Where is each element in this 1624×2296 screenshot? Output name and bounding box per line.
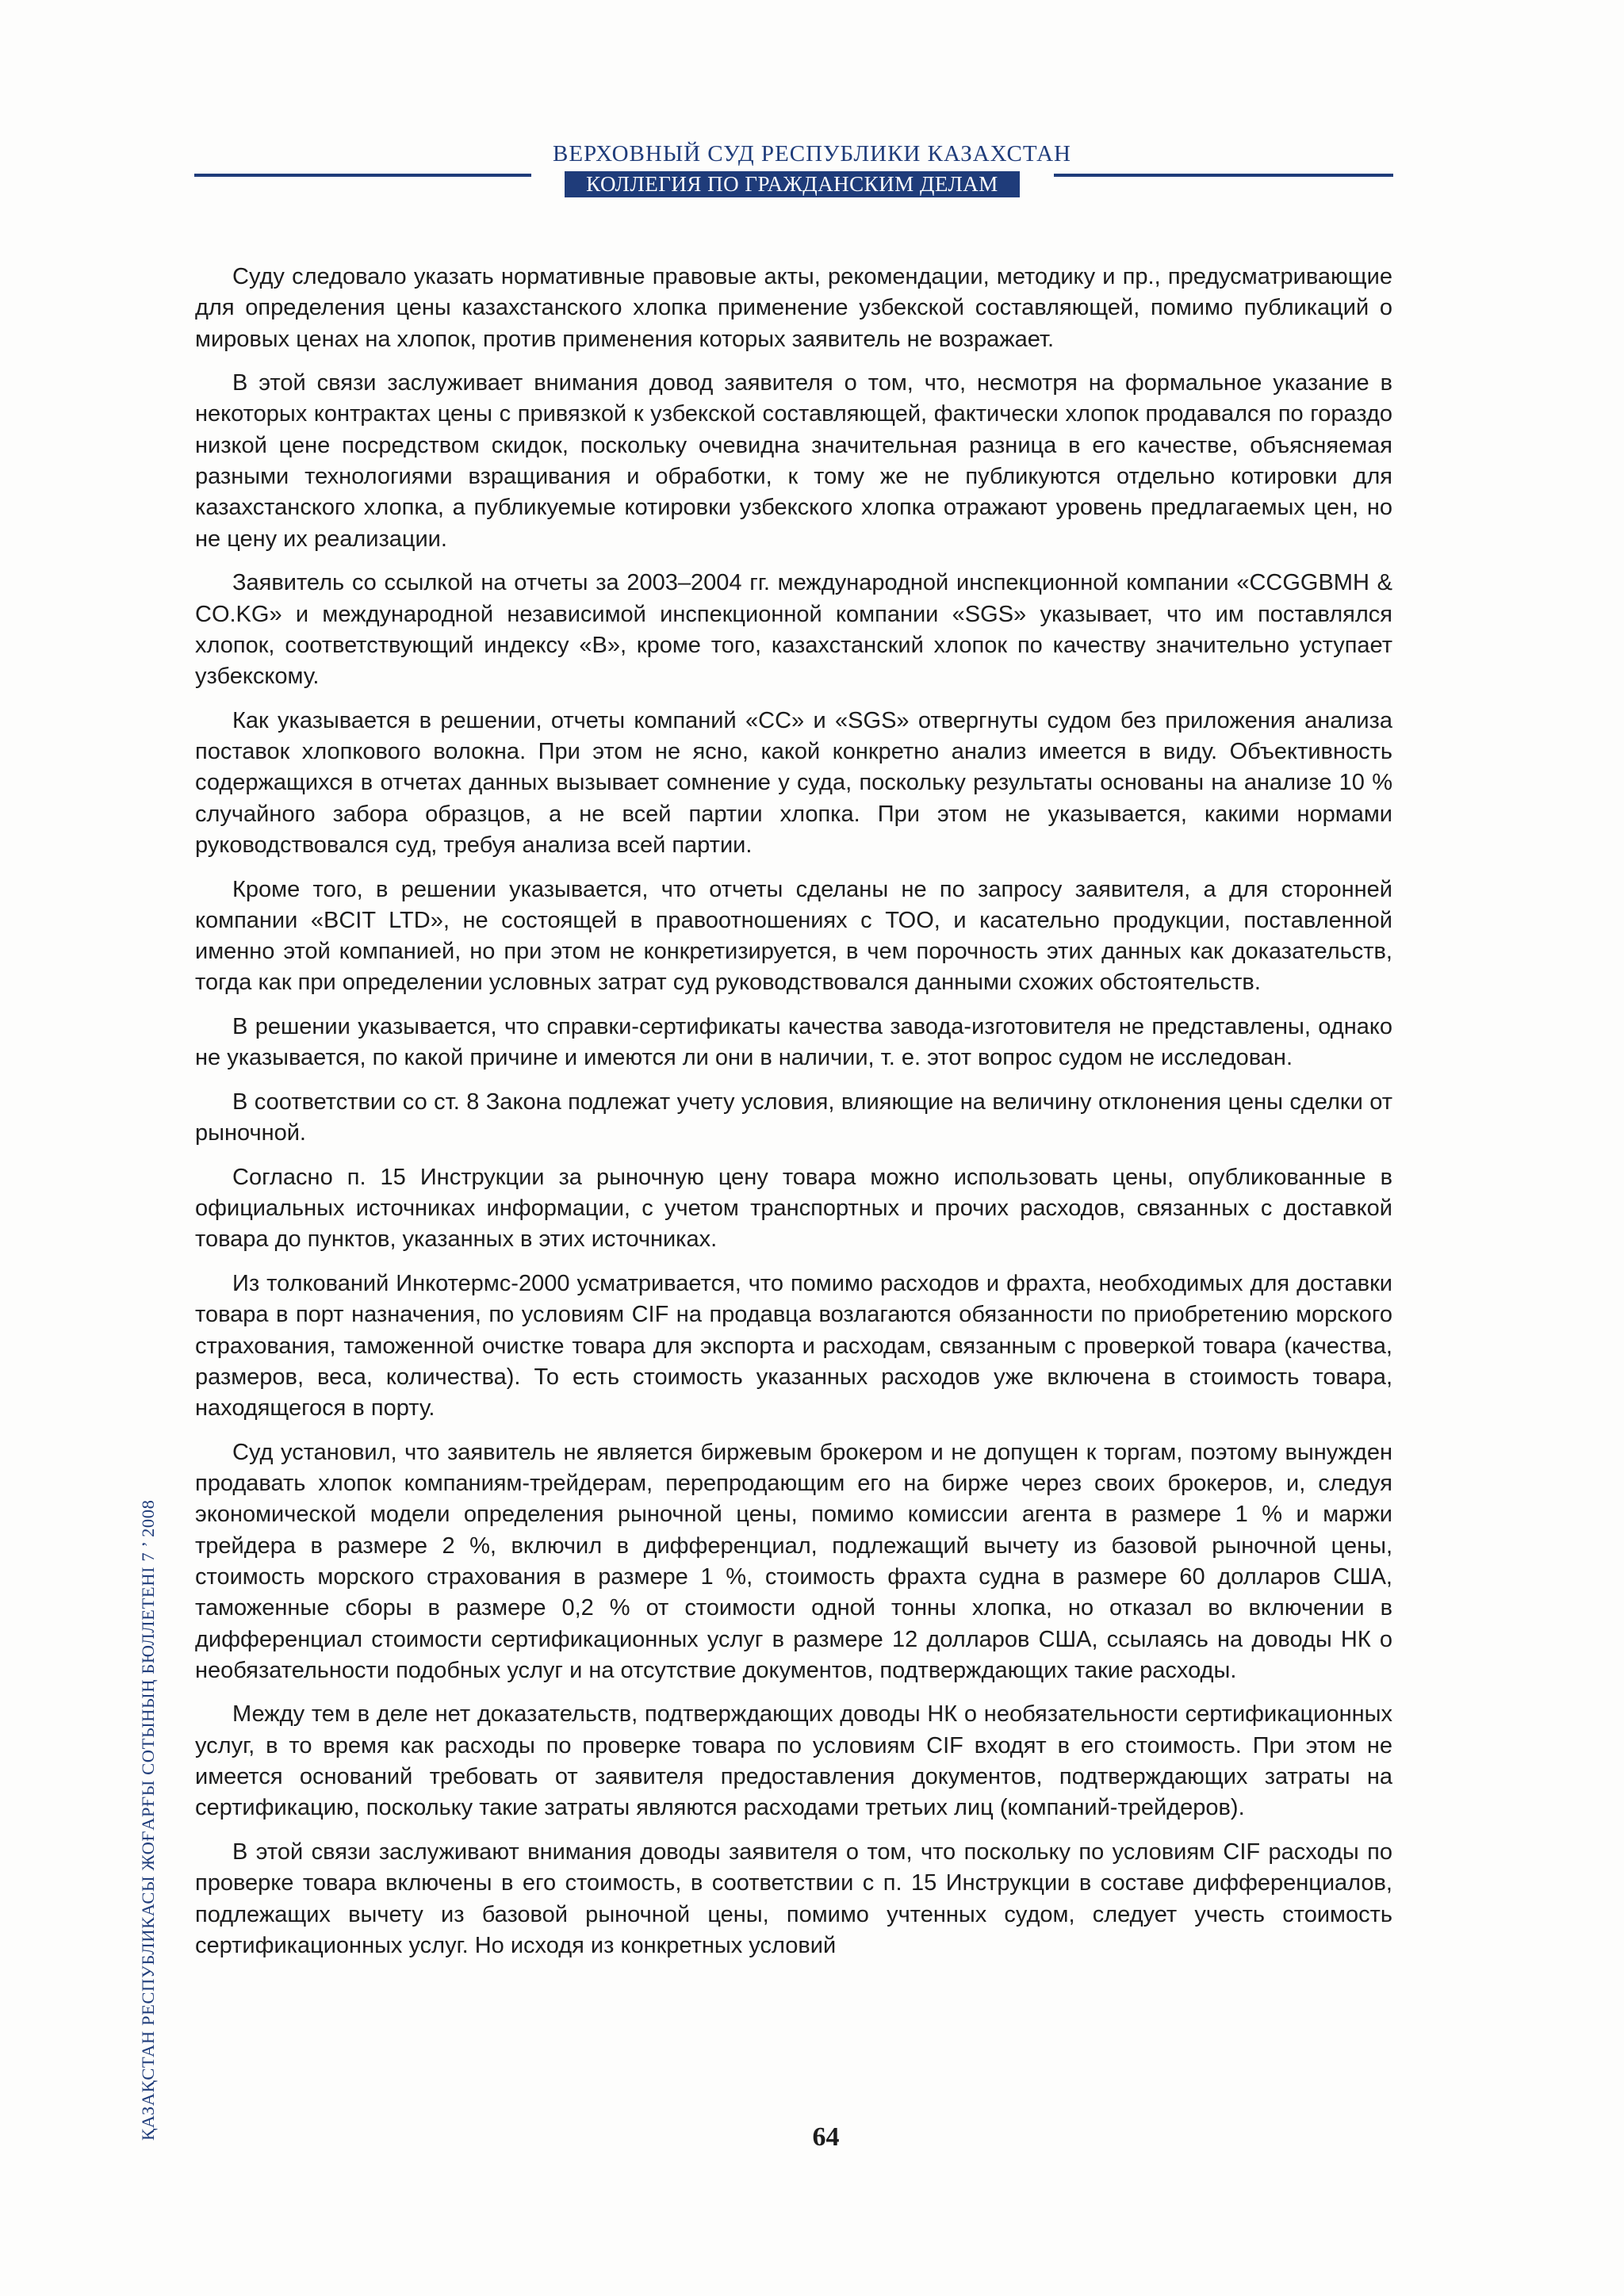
side-caption: ҚАЗАҚСТАН РЕСПУБЛИКАСЫ ЖОҒАРҒЫ СОТЫНЫҢ БЮЛЛЕТЕНІ 7 ’ 2008 bbox=[138, 1499, 158, 2141]
paragraph: Согласно п. 15 Инструкции за рыночную цену товара можно использовать цены, опубликованные в официальных источниках информации, с учетом транспортных и прочих расходов, связанных с доставкой товара до пунктов, указанных в этих источниках. bbox=[195, 1164, 1392, 1253]
paragraph: Суду следовало указать нормативные правовые акты, рекомендации, методику и пр., предусматривающие для определения цены казахстанского хлопка применение узбекской составляющей, помимо публикаций о мировых ценах на хлопок, против применения которых заявитель не возражает. bbox=[195, 264, 1392, 352]
paragraph: В решении указывается, что справки-сертификаты качества завода-изготовителя не представлены, однако не указывается, по какой причине и имеются ли они в наличии, т. е. этот вопрос судом не исследован. bbox=[195, 1014, 1392, 1071]
paragraph: Между тем в деле нет доказательств, подтверждающих доводы НК о необязательности сертификационных услуг, в то время как расходы по проверке товара по условиям CIF входят в его стоимость. При этом не имеется оснований требовать от заявителя предоставления документов, подтверждающих затраты на сертификацию, поскольку такие затраты являются расходами третьих лиц (компаний-трейдеров). bbox=[195, 1701, 1392, 1821]
body-text bbox=[195, 262, 1392, 1974]
header-rule-left bbox=[194, 174, 531, 177]
paragraph: Кроме того, в решении указывается, что отчеты сделаны не по запросу заявителя, а для сторонней компании «BCIT LTD», не состоящей в правоотношениях с ТОО, и касательно продукции, поставленной именно этой компанией, но при этом не конкретизируется, в чем порочность этих данных как доказательств, тогда как при определении условных затрат суд руководствовался данными схожих обстоятельств. bbox=[195, 876, 1392, 996]
paragraph: В соответствии со ст. 8 Закона подлежат учету условия, влияющие на величину отклонения цены сделки от рыночной. bbox=[195, 1089, 1392, 1146]
paragraph: Как указывается в решении, отчеты компаний «СС» и «SGS» отвергнуты судом без приложения анализа поставок хлопкового волокна. При этом не ясно, какой конкретно анализ имеется в виду. Объективность содержащихся в отчетах данных вызывает сомнение у суда, поскольку результаты основаны на анализе 10 % случайного забора образцов, а не всей партии хлопка. При этом не указывается, какими нормами руководствовался суд, требуя анализа всей партии. bbox=[195, 707, 1392, 858]
header-subtitle: КОЛЛЕГИЯ ПО ГРАЖДАНСКИМ ДЕЛАМ bbox=[565, 171, 1020, 197]
paragraph: В этой связи заслуживают внимания доводы заявителя о том, что поскольку по условиям CIF расходы по проверке товара включены в его стоимость, в соответствии с п. 15 Инструкции в составе дифференциалов, подлежащих вычету из базовой рыночной цены, помимо учтенных судом, следует учесть стоимость сертификационных услуг. Но исходя из конкретных условий bbox=[195, 1839, 1392, 1958]
header-rule-right bbox=[1054, 174, 1393, 177]
paragraph: Из толкований Инкотермс-2000 усматривается, что помимо расходов и фрахта, необходимых для доставки товара в порт назначения, по условиям CIF на продавца возлагаются обязанности по приобретению морского страхования, таможенной очистке товара для экспорта и расходам, связанным с проверкой товара (качества, размеров, веса, количества). То есть стоимость указанных расходов уже включена в стоимость товара, находящегося в порту. bbox=[195, 1270, 1392, 1422]
paragraph: В этой связи заслуживает внимания довод заявителя о том, что, несмотря на формальное указание в некоторых контрактах цены с привязкой к узбекской составляющей, фактически хлопок продавался по гораздо низкой цене посредством скидок, поскольку очевидна значительная разница в его качестве, объясняемая разными технологиями взращивания и обработки, к тому же не публикуются отдельно котировки для казахстанского хлопка, а публикуемые котировки узбекского хлопка отражают уровень предлагаемых цен, но не цену их реализации. bbox=[195, 370, 1392, 552]
page-number: 64 bbox=[812, 2122, 840, 2152]
paragraph: Суд установил, что заявитель не является биржевым брокером и не допущен к торгам, поэтому вынужден продавать хлопок компаниям-трейдерам, перепродающим его на бирже через своих брокеров, и, следуя экономической модели определения рыночной цены, помимо комиссии агента в размере 1 % и маржи трейдера в размере 2 %, включил в дифференциал, подлежащий вычету из базовой рыночной цены, стоимость морского страхования в размере 1 %, стоимость фрахта судна в размере 60 долларов США, таможенные сборы в размере 0,2 % от стоимости одной тонны хлопка, но отказал во включении в дифференциал стоимости сертификационных услуг в размере 12 долларов США, ссылаясь на доводы НК о необязательности подобных услуг и на отсутствие документов, подтверждающих такие расходы. bbox=[195, 1439, 1392, 1683]
header-title: ВЕРХОВНЫЙ СУД РЕСПУБЛИКИ КАЗАХСТАН bbox=[552, 141, 1072, 166]
paragraph: Заявитель со ссылкой на отчеты за 2003–2004 гг. международной инспекционной компании «CCGGBMH & CO.KG» и международной независимой инспекционной компании «SGS» указывает, что им поставлялся хлопок, соответствующий индексу «В», кроме того, казахстанский хлопок по качеству значительно уступает узбекскому. bbox=[195, 570, 1392, 690]
